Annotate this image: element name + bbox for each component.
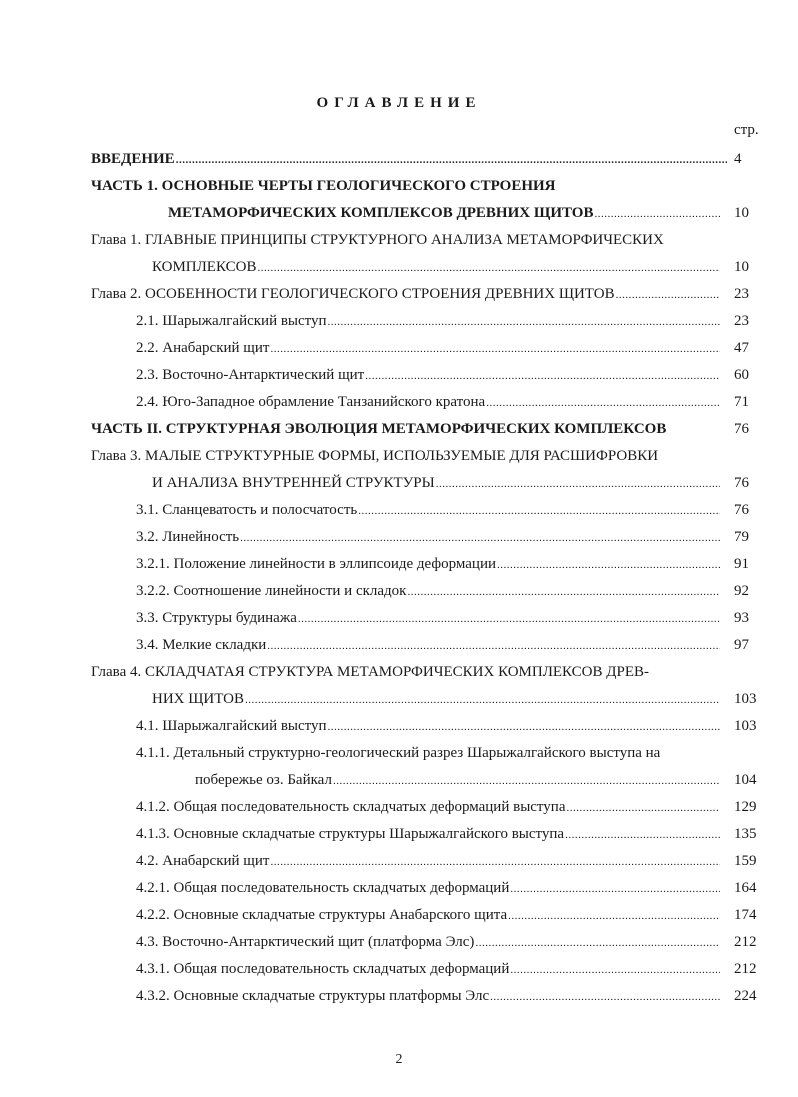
page-column-label: стр. — [734, 122, 759, 138]
toc-entry-text: 4.1.2. Общая последовательность складчатых деформаций выступа — [136, 799, 566, 815]
toc-entry-text: 3.3. Структуры будинажа — [136, 610, 297, 626]
toc-entry-page: 164 — [734, 880, 757, 896]
toc-entry-page: 76 — [734, 421, 749, 437]
toc-row-4-2-2 — [0, 902, 798, 929]
toc-entry-text: И АНАЛИЗА ВНУТРЕННЕЙ СТРУКТУРЫ — [152, 475, 435, 491]
toc-entry-page: 104 — [734, 772, 757, 788]
toc-entry-page: 10 — [734, 259, 749, 275]
toc-entry-page: 23 — [734, 313, 749, 329]
toc-entry-page: 79 — [734, 529, 749, 545]
toc-entry-page: 224 — [734, 988, 757, 1004]
toc-entry-page: 60 — [734, 367, 749, 383]
toc-entry-text: 4.2. Анабарский щит — [136, 853, 270, 869]
toc-entry-text: 2.4. Юго-Западное обрамление Танзанийского кратона — [136, 394, 486, 410]
toc-entry-text: 3.1. Сланцеватость и полосчатость — [136, 502, 358, 518]
toc-entry-page: 92 — [734, 583, 749, 599]
toc-entry-text: ВВЕДЕНИЕ — [91, 151, 175, 167]
toc-row-3-3 — [0, 605, 798, 632]
toc-entry-page: 103 — [734, 691, 757, 707]
toc-row-4-2 — [0, 848, 798, 875]
toc-entry-text: Глава 3. МАЛЫЕ СТРУКТУРНЫЕ ФОРМЫ, ИСПОЛЬЗУЕМЫЕ ДЛЯ РАСШИФРОВКИ — [91, 448, 659, 464]
toc-entry-page: 159 — [734, 853, 757, 869]
toc-entry-page: 212 — [734, 934, 757, 950]
toc-entry-page: 91 — [734, 556, 749, 572]
toc-row-4-3 — [0, 929, 798, 956]
toc-entry-text: МЕТАМОРФИЧЕСКИХ КОМПЛЕКСОВ ДРЕВНИХ ЩИТОВ — [168, 205, 594, 221]
toc-row-4-3-1 — [0, 956, 798, 983]
toc-row-4-1-2 — [0, 794, 798, 821]
toc-entry-page: 93 — [734, 610, 749, 626]
toc-entry-text: 4.1. Шарыжалгайский выступ — [136, 718, 327, 734]
toc-entry-text: 4.1.1. Детальный структурно-геологический разрез Шарыжалгайского выступа на — [136, 745, 661, 761]
toc-entry-text: 4.3.2. Основные складчатые структуры платформы Элс — [136, 988, 490, 1004]
toc-row-2-4 — [0, 389, 798, 416]
toc-entry-text: 4.1.3. Основные складчатые структуры Шарыжалгайского выступа — [136, 826, 565, 842]
toc-entry-text: Глава 4. СКЛАДЧАТАЯ СТРУКТУРА МЕТАМОРФИЧЕСКИХ КОМПЛЕКСОВ ДРЕВ- — [91, 664, 649, 680]
toc-entry-text: Глава 2. ОСОБЕННОСТИ ГЕОЛОГИЧЕСКОГО СТРОЕНИЯ ДРЕВНИХ ЩИТОВ — [91, 286, 615, 302]
toc-entry-text: 3.2.1. Положение линейности в эллипсоиде деформации — [136, 556, 496, 572]
toc-row-2-1 — [0, 308, 798, 335]
toc-entry-page: 47 — [734, 340, 749, 356]
toc-row-chapter4-line2 — [0, 686, 798, 713]
toc-row-3-4 — [0, 632, 798, 659]
toc-entry-text: 2.3. Восточно-Антарктический щит — [136, 367, 365, 383]
toc-entry-text: 4.3.1. Общая последовательность складчатых деформаций — [136, 961, 510, 977]
toc-row-chapter2 — [0, 281, 798, 308]
toc-entry-page: 129 — [734, 799, 757, 815]
toc-row-2-3 — [0, 362, 798, 389]
toc-entry-text: 4.2.2. Основные складчатые структуры Анабарского щита — [136, 907, 508, 923]
toc-entry-page: 135 — [734, 826, 757, 842]
toc-row-part1-line2 — [0, 200, 798, 227]
page-number: 2 — [395, 1052, 403, 1067]
page-title: ОГЛАВЛЕНИЕ — [316, 95, 482, 111]
toc-entry-page: 174 — [734, 907, 757, 923]
toc-entry-text: 3.2.2. Соотношение линейности и складок — [136, 583, 407, 599]
toc-entry-page: 71 — [734, 394, 749, 410]
toc-entry-text: 2.2. Анабарский щит — [136, 340, 270, 356]
toc-entry-text: побережье оз. Байкал — [195, 772, 332, 788]
toc-entry-text: 4.3. Восточно-Антарктический щит (платформа Элс) — [136, 934, 475, 950]
toc-entry-page: 76 — [734, 475, 749, 491]
toc-row-3-2 — [0, 524, 798, 551]
toc-entry-text: 4.2.1. Общая последовательность складчатых деформаций — [136, 880, 510, 896]
toc-entry-text: ЧАСТЬ 1. ОСНОВНЫЕ ЧЕРТЫ ГЕОЛОГИЧЕСКОГО СТРОЕНИЯ — [91, 178, 556, 194]
toc-row-chapter1-line2 — [0, 254, 798, 281]
toc-entry-page: 76 — [734, 502, 749, 518]
toc-row-4-2-1 — [0, 875, 798, 902]
toc-row-4-1-1-line1 — [0, 740, 798, 767]
toc-entry-text: 2.1. Шарыжалгайский выступ — [136, 313, 327, 329]
toc-row-chapter4-line1 — [0, 659, 798, 686]
toc-entry-text: Глава 1. ГЛАВНЫЕ ПРИНЦИПЫ СТРУКТУРНОГО АНАЛИЗА МЕТАМОРФИЧЕСКИХ — [91, 232, 664, 248]
toc-row-chapter3-line1 — [0, 443, 798, 470]
toc-row-4-3-2 — [0, 983, 798, 1010]
toc-row-chapter1-line1 — [0, 227, 798, 254]
toc-entry-page: 10 — [734, 205, 749, 221]
toc-entry-text: КОМПЛЕКСОВ — [152, 259, 257, 275]
toc-row-3-2-1 — [0, 551, 798, 578]
toc-row-introduction — [0, 146, 798, 173]
toc-row-chapter3-line2 — [0, 470, 798, 497]
toc-entry-page: 103 — [734, 718, 757, 734]
toc-row-2-2 — [0, 335, 798, 362]
toc-entry-page: 97 — [734, 637, 749, 653]
toc-entry-page: 212 — [734, 961, 757, 977]
toc-entry-text: 3.4. Мелкие складки — [136, 637, 267, 653]
toc-row-4-1-1-line2 — [0, 767, 798, 794]
toc-row-part2 — [0, 416, 798, 443]
toc-row-4-1-3 — [0, 821, 798, 848]
toc-row-4-1 — [0, 713, 798, 740]
toc-row-3-2-2 — [0, 578, 798, 605]
toc-entry-text: 3.2. Линейность — [136, 529, 240, 545]
toc-entry-page: 23 — [734, 286, 749, 302]
toc-entry-page: 4 — [734, 151, 742, 167]
toc-row-part1-line1 — [0, 173, 798, 200]
toc-entry-text: НИХ ЩИТОВ — [152, 691, 245, 707]
toc-row-3-1 — [0, 497, 798, 524]
toc-entry-text: ЧАСТЬ II. СТРУКТУРНАЯ ЭВОЛЮЦИЯ МЕТАМОРФИЧЕСКИХ КОМПЛЕКСОВ — [91, 421, 667, 437]
